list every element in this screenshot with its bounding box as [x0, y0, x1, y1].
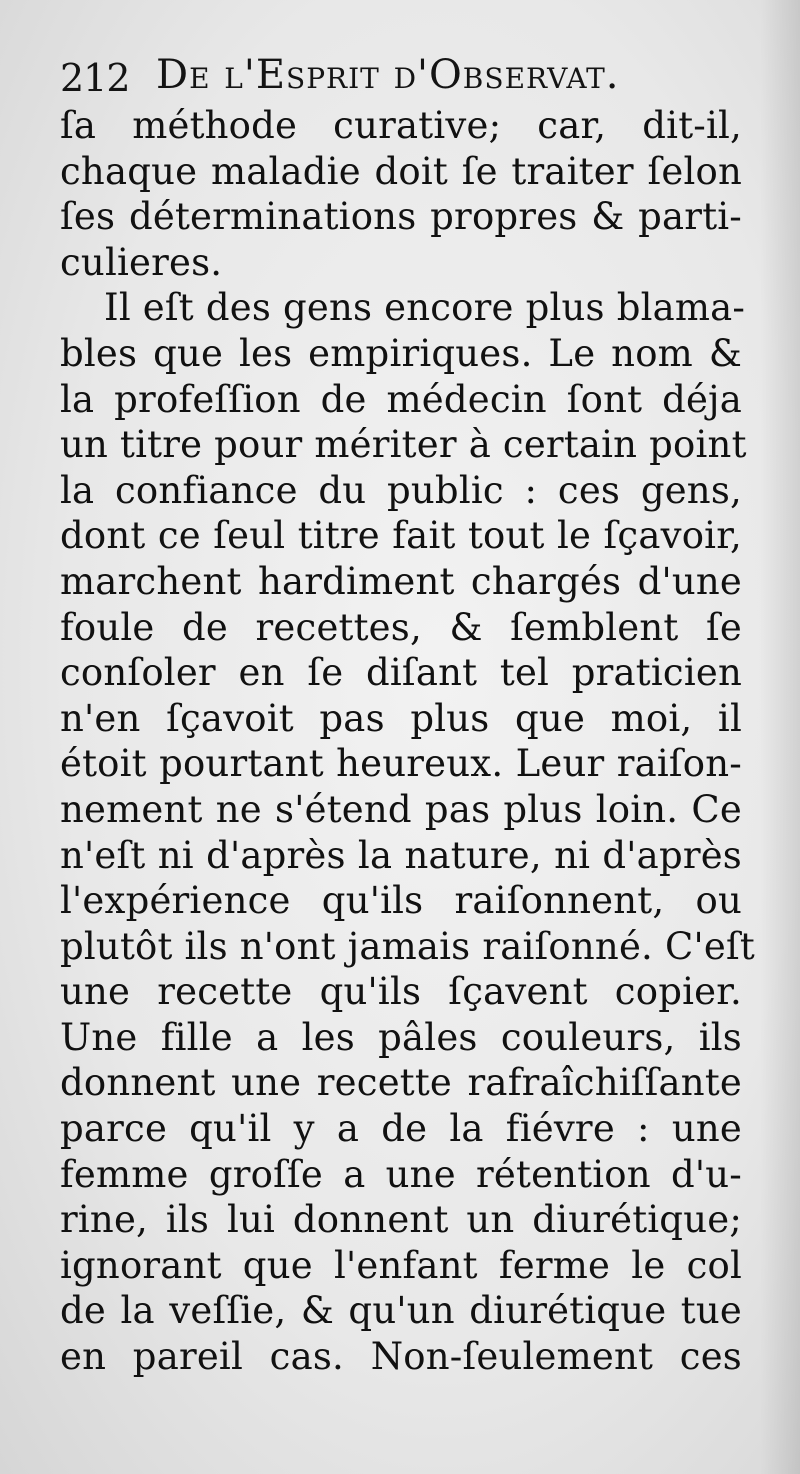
- text-line: ſes déterminations propres & parti-: [60, 195, 742, 239]
- text-line: conſoler en ſe diſant tel praticien: [60, 651, 742, 695]
- text-line: ſa méthode curative; car, dit-il,: [60, 104, 742, 147]
- text-line: marchent hardiment chargés d'une: [60, 559, 742, 603]
- text-line: une recette qu'ils ſçavent copier.: [60, 970, 742, 1014]
- text-line: parce qu'il y a de la fiévre : une: [60, 1107, 742, 1151]
- text-line: dont ce ſeul titre fait tout le ſçavoir,: [60, 514, 742, 558]
- body-text: [60, 103, 755, 1380]
- text-line: donnent une recette rafraîchiſſante: [60, 1061, 742, 1105]
- text-line: rine, ils lui donnent un diurétique;: [60, 1198, 742, 1242]
- text-line: n'eſt ni d'après la nature, ni d'après: [60, 833, 742, 877]
- page-edge-shadow: [760, 0, 800, 1474]
- page-header: [60, 48, 750, 98]
- text-line: foule de recettes, & ſemblent ſe: [60, 605, 742, 649]
- text-line: l'expérience qu'ils raiſonnent, ou: [60, 879, 742, 923]
- text-line: la confiance du public : ces gens,: [60, 468, 742, 512]
- text-line: la profeſſion de médecin ſont déja: [60, 377, 742, 421]
- text-line: Une fille a les pâles couleurs, ils: [60, 1015, 742, 1059]
- text-line: un titre pour mériter à certain point: [60, 423, 747, 467]
- text-line: chaque maladie doit ſe traiter ſelon: [60, 149, 742, 193]
- text-line: nement ne s'étend pas plus loin. Ce: [60, 787, 742, 831]
- text-line: culieres.: [60, 240, 223, 284]
- text-line: femme groſſe a une rétention d'u-: [60, 1152, 742, 1196]
- text-line: plutôt ils n'ont jamais raiſonné. C'eſt: [60, 924, 755, 968]
- text-line: n'en ſçavoit pas plus que moi, il: [60, 696, 742, 740]
- text-line: ignorant que l'enfant ferme le col: [60, 1243, 742, 1287]
- paragraph-start-line: Il eſt des gens encore plus blama-: [104, 286, 746, 330]
- text-line: bles que les empiriques. Le nom &: [60, 331, 742, 375]
- page-number: 212: [60, 56, 130, 100]
- running-title: De l'Esprit d'Observat.: [156, 52, 620, 98]
- text-line: de la veſſie, & qu'un diurétique tue: [60, 1289, 742, 1333]
- text-line: étoit pourtant heureux. Leur raiſon-: [60, 742, 742, 786]
- text-line: en pareil cas. Non-ſeulement ces: [60, 1335, 742, 1379]
